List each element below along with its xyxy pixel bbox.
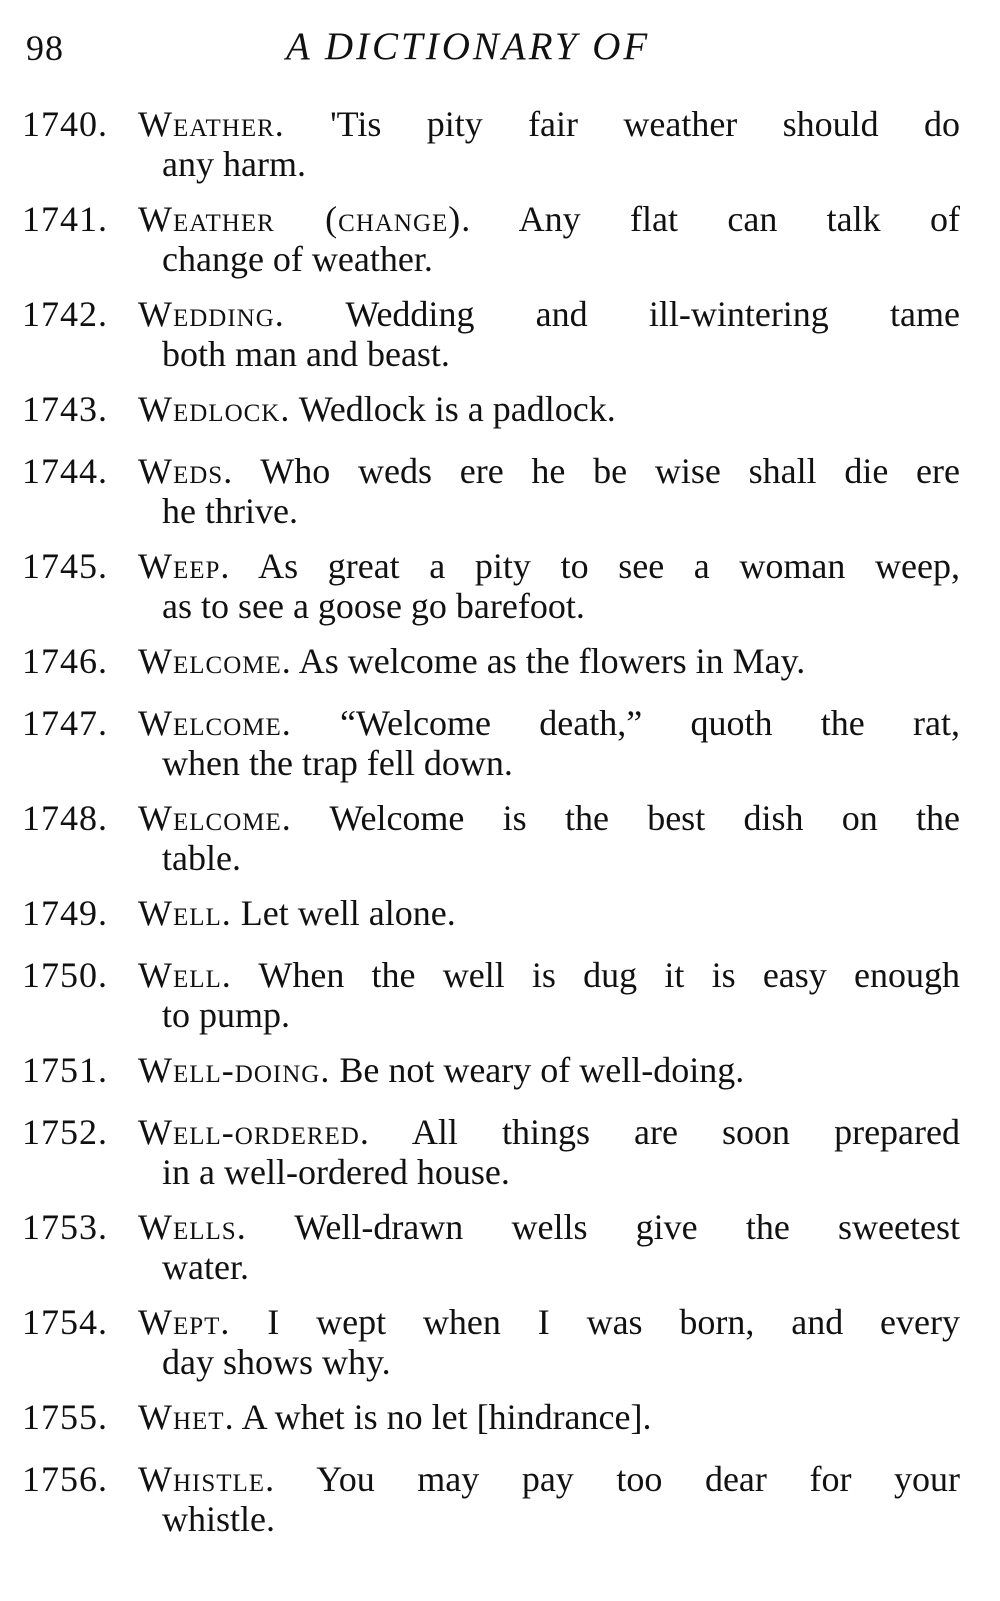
- page-number: 98: [26, 28, 64, 68]
- entry-number: 1749.: [22, 893, 108, 933]
- entry-continuation: he thrive.: [162, 491, 298, 531]
- entry-first-line: [138, 1111, 960, 1153]
- entry-first-line: [138, 954, 960, 996]
- entry-text: As welcome as the flowers in May.: [291, 641, 806, 681]
- entry-text: Well-drawn wells give the sweetest: [246, 1207, 960, 1247]
- entry-headword: Weather.: [138, 104, 285, 144]
- entry-continuation: change of weather.: [162, 239, 433, 279]
- entry-first-line: [138, 702, 960, 744]
- entry-text: Let well alone.: [231, 893, 456, 933]
- entry-first-line: [138, 545, 960, 587]
- entry-headword: Whistle.: [138, 1459, 276, 1499]
- running-title: A DICTIONARY OF: [286, 25, 651, 68]
- entry-first-line: [138, 198, 960, 240]
- entry-first-line: [138, 892, 960, 934]
- entry-text: A whet is no let [hindrance].: [234, 1397, 652, 1437]
- entry-headword: Well.: [138, 955, 232, 995]
- entry-text: Who weds ere he be wise shall die ere: [233, 451, 960, 491]
- entry-text: All things are soon prepared: [369, 1112, 960, 1152]
- entry-headword: Wells.: [138, 1207, 247, 1247]
- entry-headword: Wept.: [138, 1302, 231, 1342]
- entry-first-line: [138, 1458, 960, 1500]
- entry-number: 1741.: [22, 199, 108, 239]
- entry-first-line: [138, 293, 960, 335]
- entry-continuation: to pump.: [162, 995, 291, 1035]
- entry-continuation: table.: [162, 838, 241, 878]
- entry-text: Any flat can talk of: [471, 199, 960, 239]
- entry-number: 1747.: [22, 703, 108, 743]
- entry-first-line: [138, 388, 960, 430]
- entry-continuation: both man and beast.: [162, 334, 450, 374]
- entry-number: 1742.: [22, 294, 108, 334]
- entry-headword: Well.: [138, 893, 232, 933]
- entry-number: 1740.: [22, 104, 108, 144]
- entry-headword: Weep.: [138, 546, 231, 586]
- entry-headword: Welcome.: [138, 798, 292, 838]
- entry-continuation: day shows why.: [162, 1342, 391, 1382]
- entry-continuation: as to see a goose go barefoot.: [162, 586, 585, 626]
- entry-number: 1745.: [22, 546, 108, 586]
- entry-headword: Well-doing.: [138, 1050, 331, 1090]
- entry-first-line: [138, 1206, 960, 1248]
- entry-headword: Well-ordered.: [138, 1112, 370, 1152]
- entry-headword: Welcome.: [138, 703, 292, 743]
- entry-headword: Welcome.: [138, 641, 292, 681]
- entry-number: 1753.: [22, 1207, 108, 1247]
- entry-headword: Weds.: [138, 451, 234, 491]
- entry-continuation: water.: [162, 1247, 249, 1287]
- entry-continuation: whistle.: [162, 1499, 275, 1539]
- entry-text: I wept when I was born, and every: [230, 1302, 960, 1342]
- entry-text: You may pay too dear for your: [275, 1459, 960, 1499]
- entry-continuation: any harm.: [162, 144, 306, 184]
- entry-headword: Weather (change).: [138, 199, 472, 239]
- entry-number: 1754.: [22, 1302, 108, 1342]
- entry-headword: Wedlock.: [138, 389, 291, 429]
- entry-text: Welcome is the best dish on the: [291, 798, 960, 838]
- entry-first-line: [138, 1301, 960, 1343]
- entry-number: 1744.: [22, 451, 108, 491]
- entry-text: 'Tis pity fair weather should do: [284, 104, 960, 144]
- entry-text: “Welcome death,” quoth the rat,: [291, 703, 960, 743]
- entry-first-line: [138, 1396, 960, 1438]
- entry-continuation: when the trap fell down.: [162, 743, 513, 783]
- entry-number: 1751.: [22, 1050, 108, 1090]
- entry-first-line: [138, 103, 960, 145]
- entry-first-line: [138, 640, 960, 682]
- entry-number: 1750.: [22, 955, 108, 995]
- entry-text: As great a pity to see a woman weep,: [230, 546, 960, 586]
- entry-number: 1755.: [22, 1397, 108, 1437]
- entry-headword: Whet.: [138, 1397, 235, 1437]
- entry-number: 1743.: [22, 389, 108, 429]
- entry-headword: Wedding.: [138, 294, 285, 334]
- entry-number: 1756.: [22, 1459, 108, 1499]
- entry-number: 1752.: [22, 1112, 108, 1152]
- entry-number: 1746.: [22, 641, 108, 681]
- entry-first-line: [138, 797, 960, 839]
- entry-text: Wedlock is a padlock.: [290, 389, 616, 429]
- entry-text: When the well is dug it is easy enough: [231, 955, 960, 995]
- entry-continuation: in a well-ordered house.: [162, 1152, 510, 1192]
- entry-number: 1748.: [22, 798, 108, 838]
- entry-first-line: [138, 1049, 960, 1091]
- entry-text: Be not weary of well-doing.: [330, 1050, 745, 1090]
- entry-text: Wedding and ill-wintering tame: [284, 294, 960, 334]
- entry-first-line: [138, 450, 960, 492]
